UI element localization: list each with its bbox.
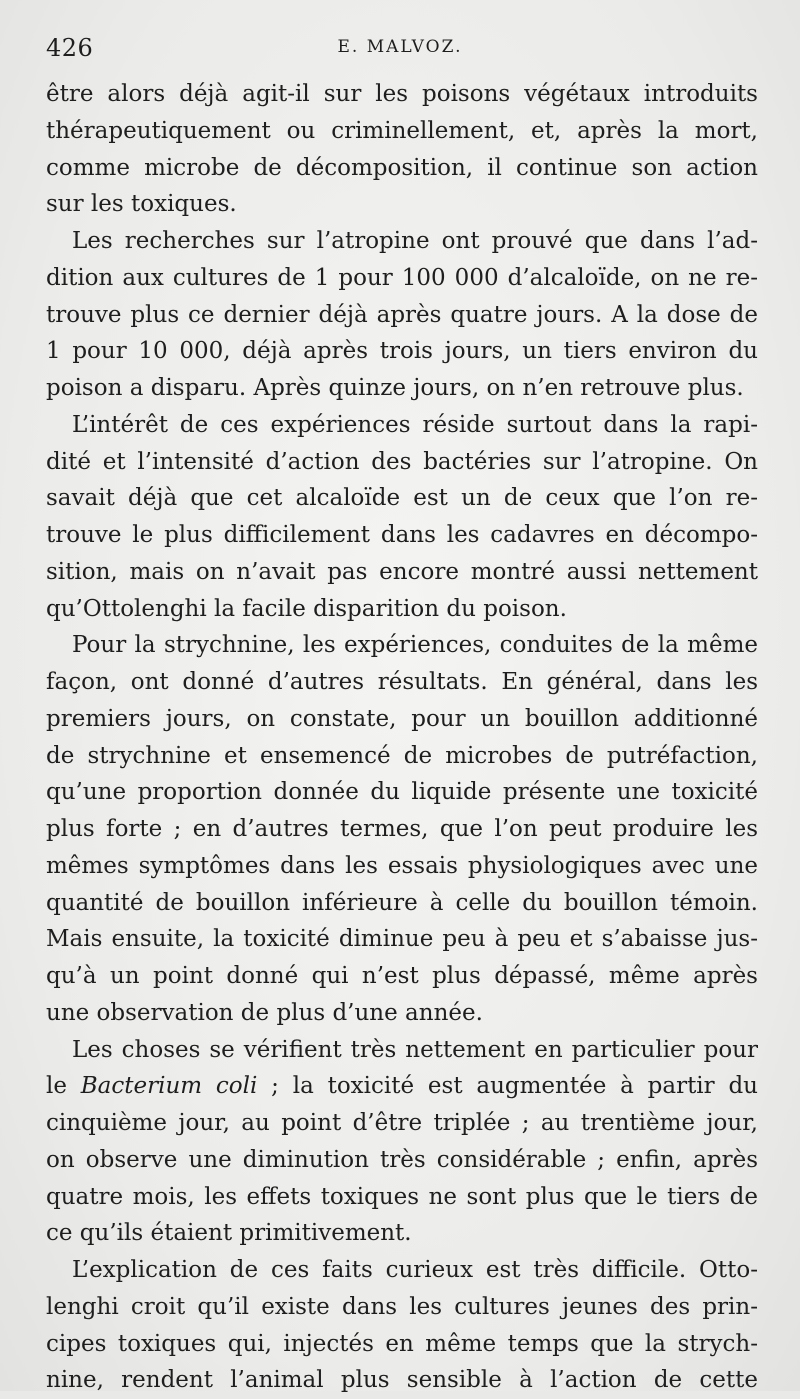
text-line: on observe une diminution très considérable ; enfin, après [46, 1146, 758, 1173]
text-line: premiers jours, on constate, pour un bouillon additionné [46, 705, 758, 732]
text-line: qu’Ottolenghi la facile disparition du poison. [46, 595, 567, 622]
text-line: sition, mais on n’avait pas encore montré aussi nettement [46, 558, 758, 585]
text-line: savait déjà que cet alcaloïde est un de ceux que l’on re- [46, 485, 758, 512]
text-line: Pour la strychnine, les expériences, conduites de la même [72, 632, 758, 659]
text-segment: le [46, 1073, 81, 1100]
text-line: dition aux cultures de 1 pour 100 000 d’alcaloïde, on ne re- [46, 264, 758, 291]
text-line: Les choses se vérifient très nettement en particulier pour [72, 1036, 758, 1063]
text-line: comme microbe de décomposition, il continue son action [46, 154, 758, 181]
text-line: poison a disparu. Après quinze jours, on n’en retrouve plus. [46, 375, 744, 401]
text-line: quantité de bouillon inférieure à celle du bouillon témoin. [46, 889, 758, 916]
text-line: qu’à un point donné qui n’est plus dépassé, même après [46, 963, 758, 989]
text-line: nine, rendent l’animal plus sensible à l’action de cette [46, 1367, 758, 1394]
text-line: dité et l’intensité d’action des bactéries sur l’atropine. On [46, 448, 758, 475]
text-line: sur les toxiques. [46, 191, 237, 218]
text-line: mêmes symptômes dans les essais physiologiques avec une [46, 852, 758, 879]
text-line: cipes toxiques qui, injectés en même temps que la strych- [46, 1330, 758, 1357]
text-segment: ; la toxicité est augmentée à partir du [257, 1073, 759, 1100]
text-line: qu’une proportion donnée du liquide présente une toxicité [46, 779, 758, 806]
italic-term: Bacterium coli [80, 1073, 258, 1100]
text-line: de strychnine et ensemencé de microbes de putréfaction, [46, 742, 758, 769]
text-line: 1 pour 10 000, déjà après trois jours, un tiers environ du [46, 338, 758, 365]
page-number: 426 [46, 34, 94, 62]
text-line: thérapeutiquement ou criminellement, et, après la mort, [46, 117, 758, 144]
text-line: Mais ensuite, la toxicité diminue peu à peu et s’abaisse jus- [46, 926, 758, 953]
text-line: L’explication de ces faits curieux est très difficile. Otto- [72, 1257, 758, 1283]
text-line: être alors déjà agit-il sur les poisons végétaux introduits [46, 81, 758, 107]
text-line: L’intérêt de ces expériences réside surtout dans la rapi- [72, 411, 758, 438]
text-line: trouve le plus difficilement dans les cadavres en décompo- [46, 522, 758, 548]
body-text [46, 76, 758, 1399]
text-line: Les recherches sur l’atropine ont prouvé que dans l’ad- [72, 228, 758, 254]
text-line: quatre mois, les effets toxiques ne sont plus que le tiers de [46, 1183, 758, 1210]
page-header [46, 34, 754, 64]
running-head: E. MALVOZ. [337, 37, 463, 57]
text-line: lenghi croit qu’il existe dans les cultures jeunes des prin- [46, 1293, 758, 1320]
text-line: cinquième jour, au point d’être triplée ; au trentième jour, [46, 1110, 758, 1136]
text-line: trouve plus ce dernier déjà après quatre jours. A la dose de [46, 301, 758, 328]
text-line: une observation de plus d’une année. [46, 999, 483, 1026]
text-line: plus forte ; en d’autres termes, que l’on peut produire les [46, 816, 758, 842]
text-line: façon, ont donné d’autres résultats. En général, dans les [46, 669, 758, 695]
text-line-italic-mixed [46, 1068, 758, 1105]
text-line: ce qu’ils étaient primitivement. [46, 1220, 412, 1247]
